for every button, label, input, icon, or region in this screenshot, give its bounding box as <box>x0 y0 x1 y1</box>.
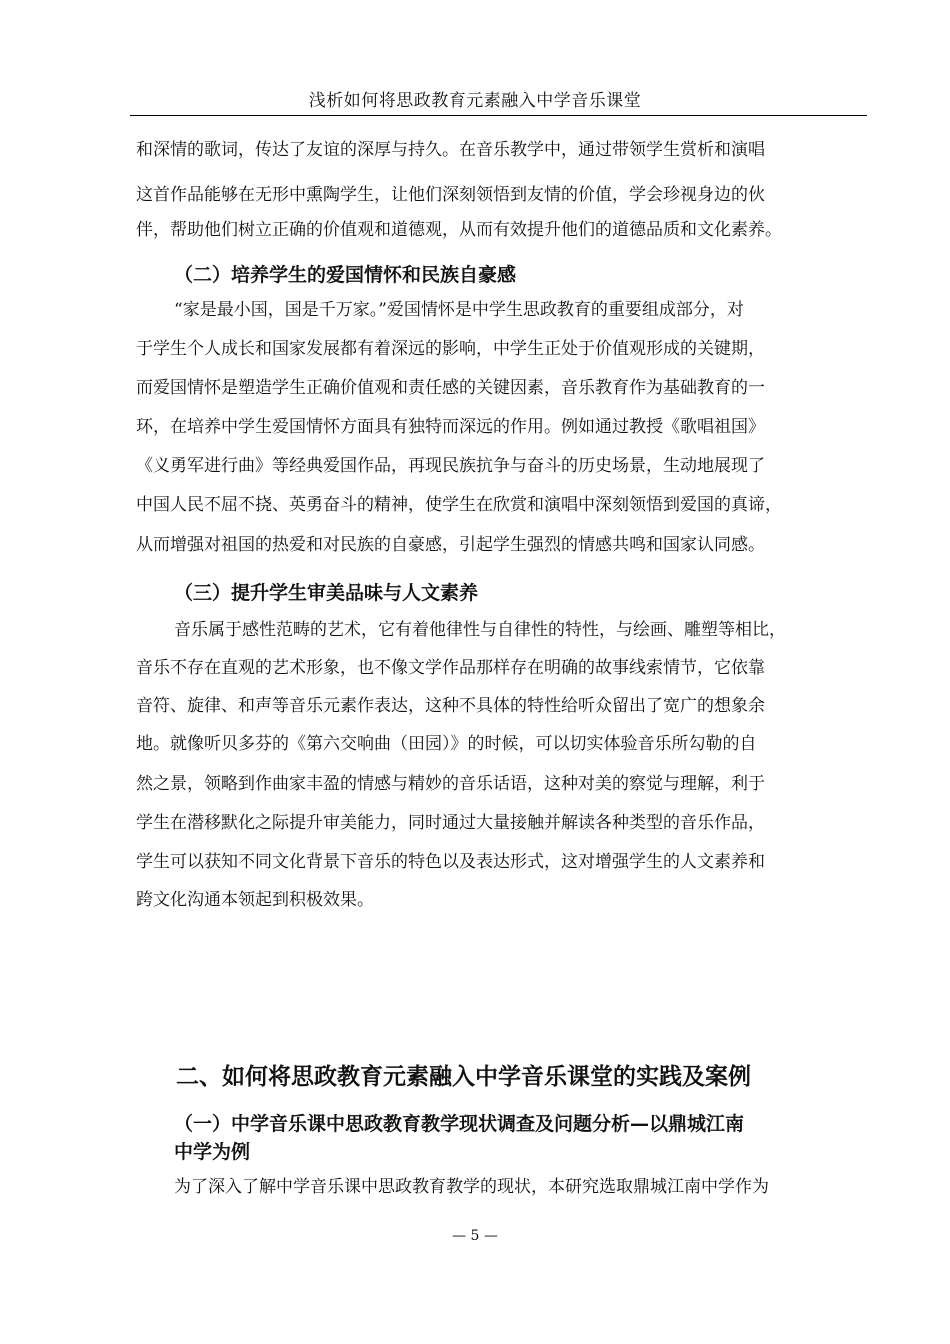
body-line: “家是最小国，国是千万家。”爱国情怀是中学生思政教育的重要组成部分，对 <box>174 300 744 320</box>
page-number: — 5 — <box>452 1228 498 1244</box>
body-line: 环，在培养中学生爱国情怀方面具有独特而深远的作用。例如通过教授《歌唱祖国》 <box>136 417 765 437</box>
subsection-heading-line: 中学为例 <box>174 1141 251 1163</box>
body-line: 然之景，领略到作曲家丰盈的情感与精妙的音乐话语，这种对美的察觉与理解，利于 <box>136 774 765 794</box>
subsection-heading-line: （一）中学音乐课中思政教育教学现状调查及问题分析—以鼎城江南 <box>174 1113 745 1135</box>
running-header-title: 浅析如何将思政教育元素融入中学音乐课堂 <box>308 91 642 111</box>
body-line: 中国人民不屈不挠、英勇奋斗的精神，使学生在欣赏和演唱中深刻领悟到爱国的真谛， <box>136 495 782 515</box>
body-line: 音乐不存在直观的艺术形象，也不像文学作品那样存在明确的故事线索情节，它依靠 <box>136 658 765 678</box>
body-line: 为了深入了解中学音乐课中思政教育教学的现状，本研究选取鼎城江南中学作为 <box>174 1177 769 1197</box>
body-line: 从而增强对祖国的热爱和对民族的自豪感，引起学生强烈的情感共鸣和国家认同感。 <box>136 535 765 555</box>
body-line: 和深情的歌词，传达了友谊的深厚与持久。在音乐教学中，通过带领学生赏析和演唱 <box>136 140 765 160</box>
body-line: 而爱国情怀是塑造学生正确价值观和责任感的关键因素，音乐教育作为基础教育的一 <box>136 378 765 398</box>
body-line: 《义勇军进行曲》等经典爱国作品，再现民族抗争与奋斗的历史场景，生动地展现了 <box>136 456 765 476</box>
section-heading-patriotism: （二）培养学生的爱国情怀和民族自豪感 <box>174 264 517 286</box>
chapter-heading: 二、如何将思政教育元素融入中学音乐课堂的实践及案例 <box>176 1064 751 1090</box>
body-line: 这首作品能够在无形中熏陶学生，让他们深刻领悟到友情的价值，学会珍视身边的伙 <box>136 185 765 205</box>
body-line: 学生在潜移默化之际提升审美能力，同时通过大量接触并解读各种类型的音乐作品， <box>136 813 765 833</box>
body-line: 音乐属于感性范畴的艺术，它有着他律性与自律性的特性，与绘画、雕塑等相比， <box>174 620 786 640</box>
body-line: 学生可以获知不同文化背景下音乐的特色以及表达形式，这对增强学生的人文素养和 <box>136 852 765 872</box>
body-line: 伴，帮助他们树立正确的价值观和道德观，从而有效提升他们的道德品质和文化素养。 <box>136 220 782 240</box>
section-heading-aesthetics: （三）提升学生审美品味与人文素养 <box>174 582 479 604</box>
body-line: 跨文化沟通本领起到积极效果。 <box>136 890 374 910</box>
body-line: 地。就像听贝多芬的《第六交响曲（田园）》的时候，可以切实体验音乐所勾勒的自 <box>136 734 757 754</box>
body-line: 于学生个人成长和国家发展都有着深远的影响，中学生正处于价值观形成的关键期， <box>136 339 765 359</box>
body-line: 音符、旋律、和声等音乐元素作表达，这种不具体的特性给听众留出了宽广的想象余 <box>136 696 765 716</box>
header-rule <box>130 115 867 116</box>
